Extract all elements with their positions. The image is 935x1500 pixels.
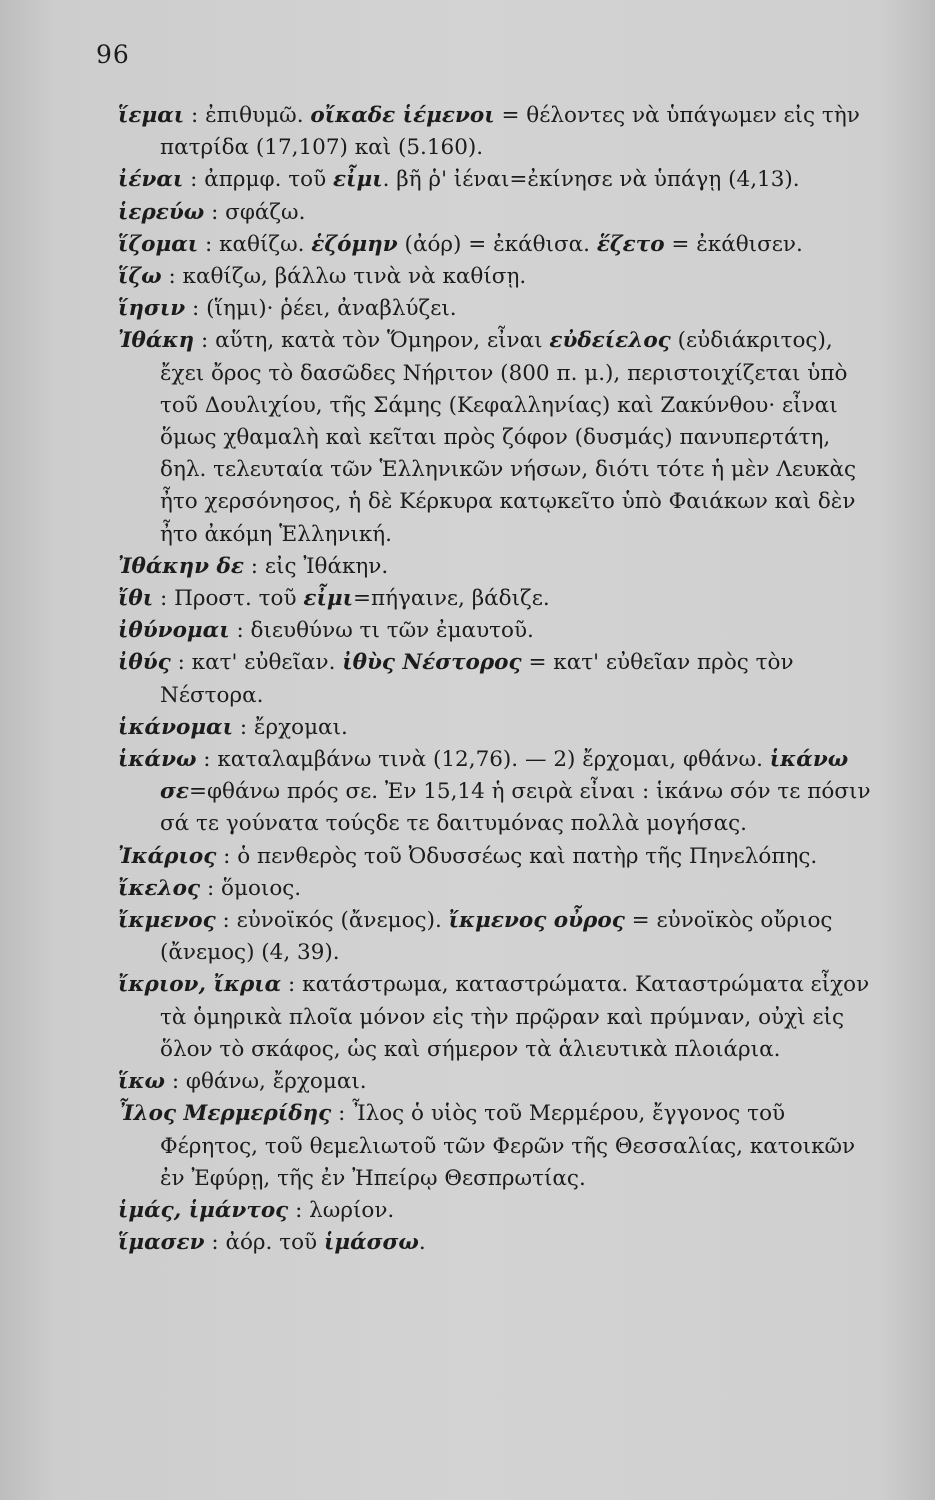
dictionary-entry	[118, 325, 878, 550]
entry-headword: ἴκμενος	[118, 908, 216, 934]
entry-text: : Ἶλος ὁ υἱὸς τοῦ Μερμέρου, ἔγγονος τοῦ Φέρητος, τοῦ θεμελιωτοῦ τῶν Φερῶν τῆς Θεσσαλίας, κατοικῶν ἐν Ἐφύρῃ, τῆς ἐν Ἠπείρῳ Θεσπρωτίας.	[160, 1101, 856, 1191]
entry-text: : ἔρχομαι.	[233, 714, 348, 740]
entry-headword: ἰθύς	[118, 650, 171, 676]
dictionary-entry	[118, 615, 878, 647]
entry-text: = κατ' εὐθεῖαν πρὸς τὸν Νέστορα.	[160, 650, 794, 708]
entry-headword: Ἰθάκη	[118, 328, 195, 354]
entry-text: : ἀπρμφ. τοῦ	[183, 167, 333, 193]
entry-text: =φθάνω πρός σε. Ἐν 15,14 ἡ σειρὰ εἶναι : ἱκάνω σόν τε πόσιν σά τε γούνατα τούςδε τε δαιτυμόνας πολλὰ μογήσας.	[160, 779, 871, 837]
entry-phrase: ἰθὺς Νέστορος	[342, 650, 522, 676]
entry-text: : σφάζω.	[204, 199, 306, 225]
entry-headword: ἱκάνω	[118, 747, 197, 773]
dictionary-entry	[118, 905, 878, 969]
dictionary-entry	[118, 647, 878, 711]
dictionary-entry	[118, 197, 878, 229]
entry-text: : κατ' εὐθεῖαν.	[170, 650, 343, 676]
entry-phrase: οἴκαδε ἱέμενοι	[310, 103, 495, 128]
dictionary-entry	[118, 1098, 878, 1195]
dictionary-entry	[118, 229, 878, 261]
entry-text: : κατάστρωμα, καταστρώματα. Καταστρώματα εἶχον τὰ ὁμηρικὰ πλοῖα μόνον εἰς τὴν πρῷραν καὶ πρύμναν, οὐχὶ εἰς ὅλον τὸ σκάφος, ὡς καὶ σήμερον τὰ ἁλιευτικὰ πλοιάρια.	[160, 972, 870, 1062]
entry-text: : ἐπιθυμῶ.	[184, 103, 311, 128]
dictionary-entry	[118, 293, 878, 325]
entry-headword: Ἶλος Μερμερίδης	[118, 1101, 332, 1127]
entry-text: (ἀόρ) = ἐκάθισα.	[397, 231, 597, 257]
entry-headword: Ἰθάκην δε	[118, 553, 244, 579]
entry-text: : Προστ. τοῦ	[153, 586, 304, 612]
entry-text: : διευθύνω τι τῶν ἐμαυτοῦ.	[229, 618, 534, 644]
entry-phrase: ἱκάνω σε	[160, 747, 849, 805]
dictionary-entry	[118, 1066, 878, 1098]
dictionary-entry	[118, 712, 878, 744]
page-number: 96	[96, 40, 130, 69]
entry-headword: ἵμασεν	[118, 1230, 205, 1256]
entry-phrase: ἕζετο	[596, 231, 665, 257]
entry-text: : αὕτη, κατὰ τὸν Ὅμηρον, εἶναι	[194, 328, 550, 354]
entry-text: = θέλοντες νὰ ὑπάγωμεν εἰς τὴν πατρίδα (17,107) καὶ (5.160).	[160, 103, 860, 161]
entry-text: = εὐνοϊκὸς οὔριος (ἄνεμος) (4, 39).	[160, 908, 833, 966]
entry-text: : ὁ πενθερὸς τοῦ Ὀδυσσέως καὶ πατὴρ τῆς Πηνελόπης.	[216, 843, 818, 869]
entry-phrase: ἱμάσσω	[323, 1230, 419, 1256]
entry-phrase: εἶμι	[303, 586, 354, 612]
entry-headword: Ἰκάριος	[118, 843, 217, 869]
entry-headword: ἱμάς, ἱμάντος	[118, 1197, 289, 1223]
entry-text: : (ἵημι)· ῥέει, ἀναβλύζει.	[185, 296, 457, 322]
entry-headword: ἱκάνομαι	[118, 714, 234, 740]
dictionary-entry	[118, 744, 878, 841]
dictionary-entry	[118, 841, 878, 873]
entry-text: =πήγαινε, βάδιζε.	[353, 586, 550, 612]
dictionary-entry	[118, 261, 878, 293]
dictionary-entries	[118, 100, 878, 1259]
entry-text: = ἐκάθισεν.	[664, 231, 803, 257]
entry-phrase: εὐδείελος	[549, 328, 671, 354]
entry-headword: ἰθύνομαι	[118, 618, 230, 644]
entry-text: : λωρίον.	[288, 1197, 395, 1223]
dictionary-entry	[118, 164, 878, 196]
entry-headword: ἰέναι	[118, 167, 184, 193]
entry-text: : φθάνω, ἔρχομαι.	[165, 1069, 367, 1095]
entry-text: : εἰς Ἰθάκην.	[243, 553, 389, 579]
dictionary-entry	[118, 1195, 878, 1227]
entry-headword: ἵζομαι	[118, 231, 199, 257]
dictionary-entry	[118, 583, 878, 615]
entry-headword: ἵζω	[118, 264, 162, 290]
entry-headword: ἴκελος	[118, 875, 201, 901]
entry-text: : καθίζω.	[198, 231, 312, 257]
entry-text: : καθίζω, βάλλω τινὰ νὰ καθίσῃ.	[161, 264, 527, 290]
entry-headword: ἱερεύω	[118, 199, 205, 225]
entry-text: .	[418, 1230, 426, 1256]
entry-text: : καταλαμβάνω τινὰ (12,76). — 2) ἔρχομαι, φθάνω.	[196, 747, 770, 773]
dictionary-entry	[118, 873, 878, 905]
entry-text: . βῆ ῥ' ἰέναι=ἐκίνησε νὰ ὑπάγῃ (4,13).	[382, 167, 800, 193]
entry-text: : εὐνοϊκός (ἄνεμος).	[215, 908, 449, 934]
entry-text: (εὐδιάκριτος), ἔχει ὄρος τὸ δασῶδες Νήριτον (800 π. μ.), περιστοιχίζεται ὑπὸ τοῦ Δουλιχίου, τῆς Σάμης (Κεφαλληνίας) καὶ Ζακύνθου· εἶναι ὅμως χθαμαλὴ καὶ κεῖται πρὸς ζόφον (δυσμάς) πανυπερτάτη, δηλ. τελευταία τῶν Ἑλληνικῶν νήσων, διότι τότε ἡ μὲν Λευκὰς ἦτο χερσόνησος, ἡ δὲ Κέρκυρα κατῳκεῖτο ὑπὸ Φαιάκων καὶ δὲν ἦτο ἀκόμη Ἑλληνική.	[160, 328, 857, 547]
entry-text: : ἀόρ. τοῦ	[204, 1230, 324, 1256]
entry-headword: ἵεμαι	[118, 103, 185, 128]
entry-headword: ἴθι	[118, 586, 154, 612]
entry-text: : ὅμοιος.	[200, 875, 302, 901]
entry-headword: ἵησιν	[118, 296, 186, 322]
entry-headword: ἴκριον, ἴκρια	[118, 972, 282, 998]
entry-phrase: ἑζόμην	[311, 231, 398, 257]
dictionary-entry	[118, 100, 878, 164]
dictionary-entry	[118, 1227, 878, 1259]
dictionary-entry	[118, 551, 878, 583]
dictionary-entry	[118, 969, 878, 1066]
entry-phrase: εἶμι	[332, 167, 383, 193]
entry-phrase: ἴκμενος οὖρος	[448, 908, 625, 934]
entry-headword: ἵκω	[118, 1069, 165, 1095]
